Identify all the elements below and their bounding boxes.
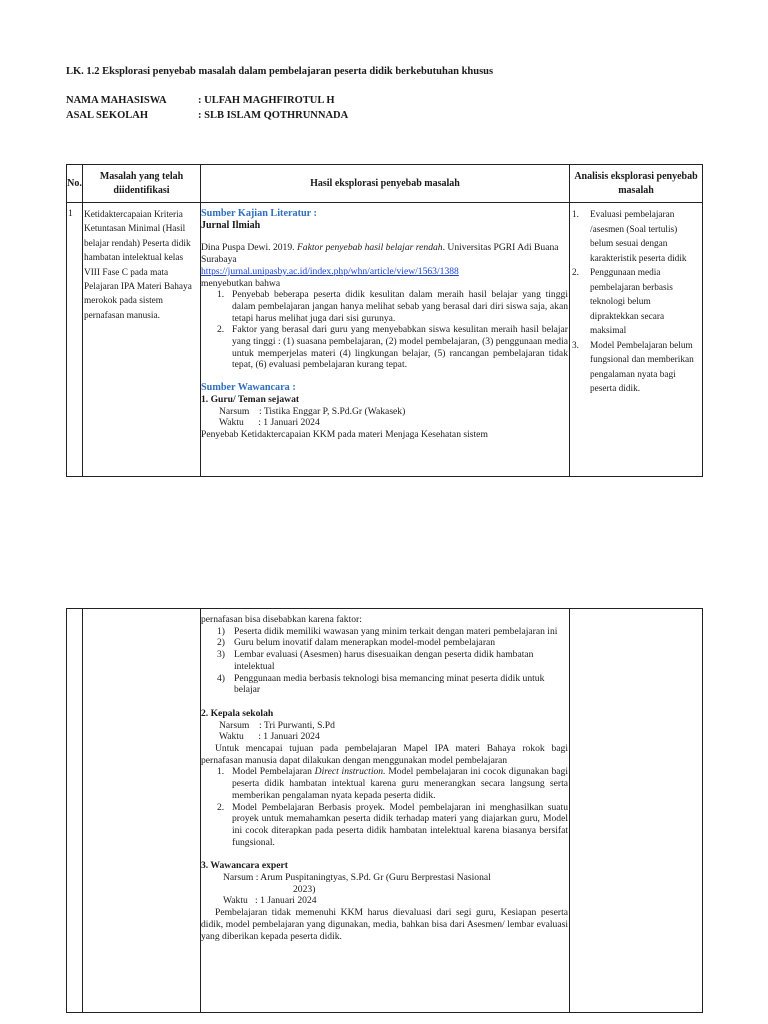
list-text: Penggunaan media pembelajaran berbasis teknologi belum dipraktekkan secara maksimal	[590, 268, 673, 336]
list-text: Faktor yang berasal dari guru yang menyebabkan siswa kesulitan meraih hasil belajar yang tinggi : (1) suasana pembelajaran, (2) model pembelajaran, (3) penggunaan media untuk memperjelas materi (4) lingkungan belajar, (5) rancangan pembelajaran tidak tepat, (6) evaluasi pembelajaran kurang tepat.	[232, 324, 568, 371]
hasil-cell	[201, 203, 570, 477]
list-item	[217, 626, 568, 638]
list-item	[570, 339, 700, 397]
literatur-heading: Sumber Kajian Literatur :	[201, 208, 317, 219]
guru-points	[201, 626, 568, 696]
expert-waktu: Waktu : 1 Januari 2024	[223, 895, 317, 907]
citation-publisher: . Universitas PGRI Adi Buana Surabaya	[201, 242, 559, 266]
nama-mahasiswa-value: : ULFAH MAGHFIROTUL H	[198, 95, 335, 106]
list-item	[217, 766, 568, 801]
list-number: 1.	[217, 289, 225, 301]
analisis-cell	[570, 203, 703, 477]
citation	[201, 242, 568, 265]
list-item	[217, 289, 568, 324]
document-title: LK. 1.2 Eksplorasi penyebab masalah dalam pembelajaran peserta didik berkebutuhan khusus	[66, 66, 494, 77]
nama-mahasiswa-label: NAMA MAHASISWA	[66, 95, 167, 106]
guru-narsum: Narsum : Tistika Enggar P, S.Pd.Gr (Wakasek)	[219, 405, 406, 417]
literatur-points	[201, 289, 568, 371]
hasil-cell-continued	[201, 609, 570, 1013]
expert-text: Pembelajaran tidak memenuhi KKM harus dievaluasi dari segi guru, Kesiapan peserta didik, model pembelajaran yang digunakan, media, bahkan bisa dari Asesmen/ lembar evaluasi yang diberikan kepada peserta didik.	[201, 907, 568, 942]
list-item	[217, 324, 568, 371]
citation-title: Faktor penyebab hasil belajar rendah	[296, 242, 443, 254]
list-item	[217, 637, 568, 649]
list-number: 3)	[217, 649, 225, 661]
row-number-empty	[67, 609, 83, 1013]
table-row	[67, 609, 703, 1013]
list-number: 2.	[572, 268, 579, 278]
header-analisis: Analisis eksplorasi penyebab masalah	[570, 165, 703, 203]
table-row	[67, 203, 703, 477]
wawancara-heading: Sumber Wawancara :	[201, 382, 296, 394]
jurnal-heading: Jurnal Ilmiah	[201, 219, 261, 231]
list-text: Peserta didik memiliki wawasan yang minim terkait dengan materi pembelajaran ini	[234, 625, 558, 637]
eksplorasi-table-continued	[66, 608, 703, 1013]
list-text: Lembar evaluasi (Asesmen) harus disesuaikan dengan peserta didik hambatan intelektual	[234, 649, 534, 672]
header-hasil: Hasil eksplorasi penyebab masalah	[201, 165, 570, 203]
citation-link[interactable]: https://jurnal.unipasby.ac.id/index.php/whn/article/view/1563/1388	[201, 265, 459, 277]
list-item	[570, 208, 700, 266]
list-text: Model Pembelajaran Berbasis proyek. Model pembelajaran ini menghasilkan suatu proyek untuk memahamkan peserta didik terhadap materi yang diajarkan guru, Model ini cocok diterapkan pada peserta didik hambatan intelektual karena biasanya bersifat fungsional.	[232, 801, 568, 848]
expert-heading: 3. Wawancara expert	[201, 860, 288, 872]
kepsek-intro: Untuk mencapai tujuan pada pembelajaran Mapel IPA materi Bahaya rokok bagi pernafasan manusia dapat dilakukan dengan menggunakan model pembelajaran	[201, 743, 568, 766]
masalah-cell-empty	[83, 609, 201, 1013]
header-masalah: Masalah yang telah diidentifikasi	[83, 165, 201, 203]
asal-sekolah-value: : SLB ISLAM QOTHRUNNADA	[198, 110, 349, 121]
list-number: 1)	[217, 625, 225, 637]
list-text: Penyebab beberapa peserta didik kesulitan dalam meraih hasil belajar yang tinggi dalam pembelajaran jangan hanya melihat sebab yang berasal dari diri siswa saja, akan tetapi harus melihat juga dari sisi gurunya.	[232, 289, 568, 324]
list-number: 1.	[572, 210, 579, 220]
row-number: 1	[67, 203, 83, 477]
list-item	[217, 802, 568, 849]
list-item	[217, 649, 568, 672]
list-text: Model Pembelajaran Direct instruction. Model pembelajaran ini cocok digunakan bagi peserta didik hambatan intektual karena guru menerangkan secara langsung serta memberikan pengalaman nyata kepada peserta didik.	[232, 766, 568, 801]
asal-sekolah-label: ASAL SEKOLAH	[66, 110, 148, 121]
guru-waktu: Waktu : 1 Januari 2024	[219, 417, 320, 429]
guru-continued: pernafasan bisa disebabkan karena faktor:	[201, 614, 362, 625]
masalah-cell: Ketidaktercapaian Kriteria Ketuntasan Minimal (Hasil belajar rendah) Peserta didik hambatan intelektual kelas VIII Fase C pada mata Pelajaran IPA Materi Bahaya merokok pada sistem pernafasan manusia.	[83, 203, 201, 477]
guru-intro: Penyebab Ketidaktercapaian KKM pada materi Menjaga Kesehatan sistem	[201, 428, 488, 440]
kepsek-waktu: Waktu : 1 Januari 2024	[219, 731, 320, 743]
guru-heading: 1. Guru/ Teman sejawat	[201, 393, 300, 405]
list-item	[570, 266, 700, 339]
list-number: 4)	[217, 672, 225, 684]
table-header-row	[67, 165, 703, 203]
expert-narsum: Narsum : Arum Puspitaningtyas, S.Pd. Gr (Guru Berprestasi Nasional	[223, 872, 491, 884]
citation-author: Dina Puspa Dewi. 2019.	[201, 242, 297, 254]
eksplorasi-table	[66, 164, 703, 477]
list-text: Evaluasi pembelajaran /asesmen (Soal tertulis) belum sesuai dengan karakteristik peserta didik	[590, 210, 687, 264]
list-number: 1.	[217, 766, 225, 778]
menyebutkan-text: menyebutkan bahwa	[201, 277, 281, 289]
kepsek-heading: 2. Kepala sekolah	[201, 707, 274, 719]
analisis-cell-empty	[570, 609, 703, 1013]
list-number: 2.	[217, 801, 225, 813]
list-text: Penggunaan media berbasis teknologi bisa memancing minat peserta didik untuk belajar	[234, 672, 545, 696]
list-number: 2.	[217, 324, 225, 336]
list-text: Model Pembelajaran belum fungsional dan memberikan pengalaman nyata bagi peserta didik.	[590, 340, 694, 394]
list-number: 3.	[572, 340, 579, 351]
kepsek-points	[201, 766, 568, 848]
kepsek-narsum: Narsum : Tri Purwanti, S.Pd	[219, 719, 335, 731]
list-text: Guru belum inovatif dalam menerapkan model-model pembelajaran	[234, 637, 496, 649]
expert-narsum-cont: 2023)	[293, 883, 316, 895]
header-no: No.	[67, 165, 83, 203]
list-number: 2)	[217, 637, 225, 649]
list-item	[217, 673, 568, 696]
